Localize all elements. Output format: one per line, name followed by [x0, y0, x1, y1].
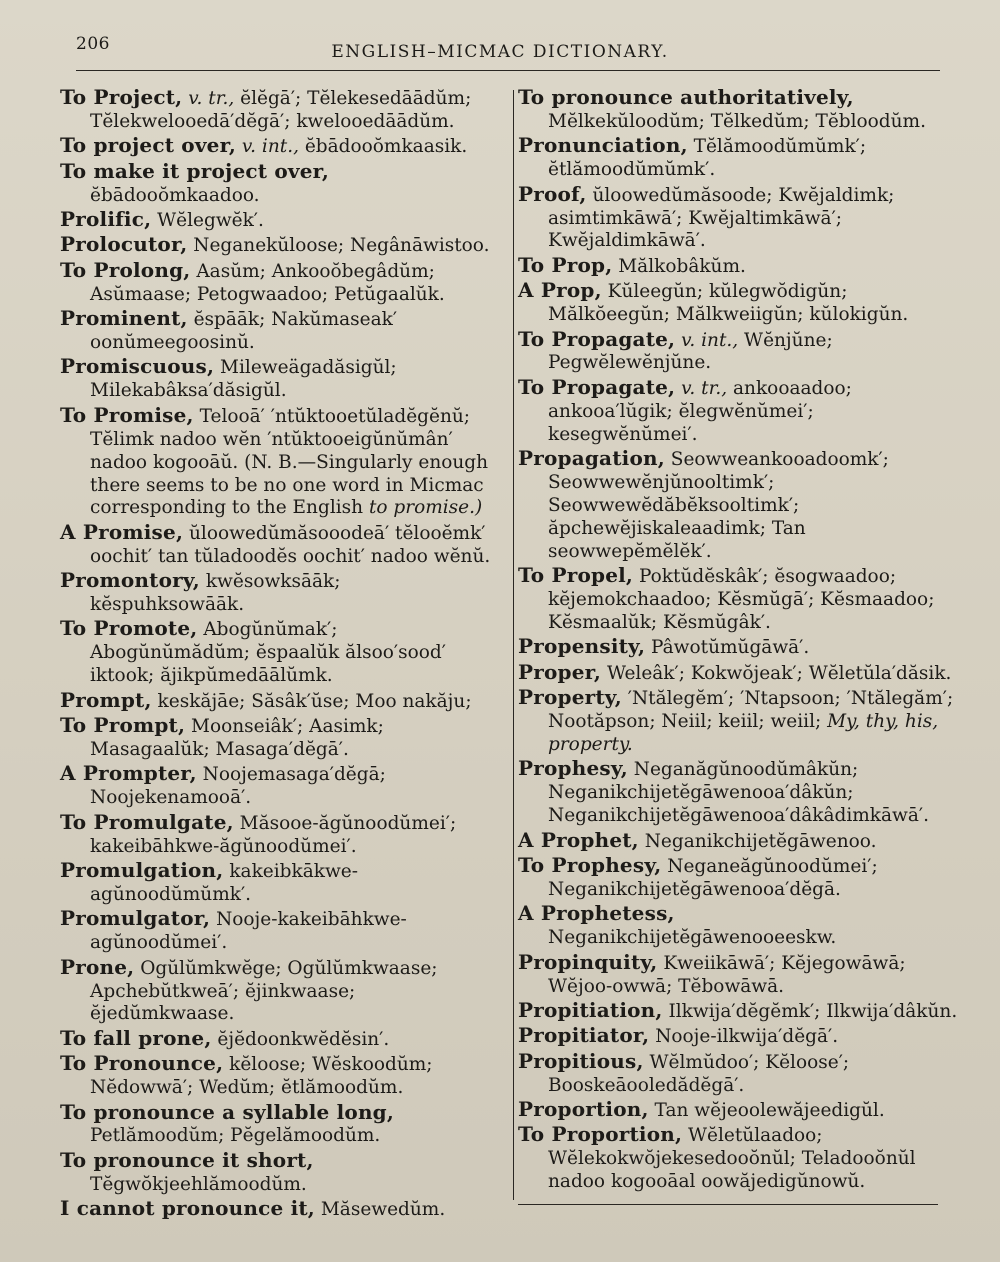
- entry-headword: Prompt,: [60, 687, 152, 712]
- entry-headword: Proportion,: [518, 1097, 649, 1122]
- entry-headword: To pronounce a syllable long,: [60, 1099, 395, 1124]
- entry-grammar: v. int.,: [236, 136, 299, 158]
- entry-headword: To Pronounce,: [60, 1051, 224, 1076]
- entry-definition: Ogŭlŭmkwĕge; Ogŭlŭmkwaase; Apchebŭtkweā′; ĕjinkwaase; ĕjedŭmkwaase.: [90, 957, 438, 1025]
- entry-headword: To Prop,: [518, 252, 613, 277]
- entry-definition: Neganekŭloose; Negânāwistoo.: [187, 235, 490, 257]
- dictionary-entry: [60, 355, 500, 403]
- entry-definition: Măsooe-ăgŭnoodŭmei′; kakeibāhkwe-ăgŭnoodŭmei′.: [90, 812, 457, 857]
- dictionary-entry: [60, 569, 500, 617]
- dictionary-entry: [518, 564, 963, 635]
- entry-grammar: v. int.,: [675, 329, 739, 351]
- entry-headword: To Promulgate,: [60, 809, 234, 834]
- dictionary-entry: [60, 859, 500, 907]
- entry-definition: Seowweankooadoomk′; Seowwewĕnjŭnooltimk′; Seowwewĕdăbĕksooltimk′; ăpchewĕjiskaleaadimk; Tan seowwepĕmĕlĕk′.: [548, 449, 889, 562]
- entry-headword: Propitiation,: [518, 997, 663, 1022]
- entry-definition: ŭloowedŭmăsoode; Kwĕjaldimk; asimtimkāwā′; Kwĕjaltimkāwā′; Kwĕjaldimkāwā′.: [548, 184, 895, 252]
- dictionary-entry: [518, 902, 963, 950]
- dictionary-entry: [518, 1050, 963, 1098]
- entry-headword: Property,: [518, 685, 622, 710]
- entry-headword: To Prophesy,: [518, 853, 662, 877]
- entry-definition: keskăjāe; Săsâk′ŭse; Moo nakăju;: [151, 690, 472, 712]
- entry-headword: To Prolong,: [60, 257, 191, 282]
- entry-headword: A Prop,: [518, 278, 602, 303]
- dictionary-entry: [518, 829, 963, 854]
- entry-headword: Propensity,: [518, 634, 646, 659]
- dictionary-entry: [60, 1149, 500, 1197]
- entry-headword: Promontory,: [60, 568, 200, 593]
- entry-definition: kwĕsowksāāk; kĕspuhksowāāk.: [90, 571, 341, 616]
- entry-definition: ĕjĕdoonkwĕdĕsin′.: [211, 1028, 390, 1050]
- entry-definition: ĕbādooŏmkaasik.: [298, 136, 468, 158]
- entry-definition: Kŭleegŭn; kŭlegwŏdigŭn; Mălkŏeegŭn; Mălkweiigŭn; kŭlokigŭn.: [548, 281, 909, 326]
- entry-headword: Proper,: [518, 659, 602, 684]
- dictionary-entry: [60, 160, 500, 208]
- entry-headword: Propagation,: [518, 446, 665, 471]
- entry-headword: To Proportion,: [518, 1122, 683, 1147]
- entry-definition: Moonseiâk′; Aasimk; Masagaalŭk; Masaga′dĕgā′.: [90, 716, 384, 760]
- entry-headword: To Propagate,: [518, 374, 676, 399]
- page-header: [60, 34, 940, 74]
- dictionary-entry: [60, 208, 500, 233]
- running-title: ENGLISH–MICMAC DICTIONARY.: [331, 42, 669, 62]
- entry-italic-note: My, thy, his, property.: [548, 711, 939, 755]
- entry-headword: Propinquity,: [518, 949, 658, 974]
- entry-definition: Mileweägadăsigŭl; Milekabâksa′dăsigŭl.: [90, 357, 397, 402]
- dictionary-entry: [60, 617, 500, 688]
- column-divider: [513, 90, 514, 1200]
- dictionary-entry: [518, 999, 963, 1024]
- entry-definition: Ilkwija′dĕgĕmk′; Ilkwija′dâkŭn.: [662, 1000, 958, 1022]
- dictionary-entry: [518, 951, 963, 999]
- entry-definition: ĕlĕgā′; Tĕlekesedāādŭm; Tĕlekwelooedā′dĕgā′; kwelooedāādŭm.: [90, 88, 472, 132]
- entry-definition: Petlămoodŭm; Pĕgelămoodŭm.: [90, 1125, 381, 1147]
- right-column: [518, 86, 963, 1205]
- entry-headword: To pronounce it short,: [60, 1147, 314, 1172]
- entry-headword: Promiscuous,: [60, 354, 215, 379]
- dictionary-entry: [518, 376, 963, 447]
- dictionary-entry: [518, 447, 963, 564]
- dictionary-entry: [60, 259, 500, 307]
- entry-headword: To Propel,: [518, 563, 634, 588]
- entry-headword: To project over,: [60, 133, 237, 158]
- entry-headword: A Prompter,: [60, 761, 197, 786]
- entry-definition: ankooaadoo; ankooa′lŭgik; ĕlegwĕnŭmei′; kesegwĕnŭmei′.: [548, 377, 852, 445]
- dictionary-entry: [60, 134, 500, 159]
- entry-headword: To fall prone,: [60, 1025, 212, 1050]
- dictionary-entry: [518, 183, 963, 254]
- dictionary-entry: [518, 134, 963, 182]
- entry-definition: Neganikchijetĕgāwenoo.: [638, 830, 877, 852]
- entry-definition: Tĕgwŏkjeehlămoodŭm.: [90, 1173, 307, 1195]
- entry-definition: Kweiikāwā′; Kĕjegowāwā; Wĕjoo-owwā; Tĕbowāwā.: [548, 952, 906, 997]
- entry-headword: I cannot pronounce it,: [60, 1196, 315, 1221]
- dictionary-entry: [60, 521, 500, 569]
- entry-headword: To Prompt,: [60, 713, 186, 738]
- dictionary-entry: [518, 86, 963, 134]
- entry-headword: Prophesy,: [518, 756, 628, 781]
- entry-headword: Prone,: [60, 954, 135, 979]
- dictionary-entry: [60, 1027, 500, 1052]
- dictionary-entry: [60, 86, 500, 134]
- entry-headword: A Prophet,: [518, 827, 639, 852]
- entry-definition: ĕspāāk; Nakŭmaseak′ oonŭmeegoosinŭ.: [90, 309, 398, 354]
- entry-definition: Poktŭdĕskâk′; ĕsogwaadoo; kĕjemokchaadoo; Kĕsmŭgā′; Kĕsmaadoo; Kĕsmaalŭk; Kĕsmŭgâk′.: [548, 566, 935, 633]
- entry-headword: A Prophetess,: [518, 901, 675, 926]
- dictionary-entry: [60, 404, 500, 521]
- dictionary-entry: [60, 714, 500, 762]
- entry-definition: kĕloose; Wĕskoodŭm; Nĕdowwā′; Wedŭm; ĕtlămoodŭm.: [90, 1054, 433, 1099]
- entry-headword: A Promise,: [60, 519, 184, 544]
- entry-definition: Nooje-ilkwija′dĕgā′.: [649, 1026, 839, 1048]
- entry-definition: Weleâk′; Kokwŏjeak′; Wĕletŭla′dăsik.: [601, 662, 952, 684]
- entry-definition: Pâwotŭmŭgāwā′.: [645, 637, 810, 659]
- dictionary-entry: [60, 1101, 500, 1149]
- entry-headword: To pronounce authoritatively,: [518, 85, 854, 109]
- entry-definition: Wĕnjŭne; Pegwĕlewĕnjŭne.: [548, 329, 833, 374]
- dictionary-entry: [518, 686, 963, 757]
- entry-definition: Mălkobâkŭm.: [612, 255, 746, 277]
- entry-definition: Telooā′ ′ntŭktooetŭladĕgĕnŭ; Tĕlimk nadoo wĕn ′ntŭktooeigŭnŭmân′ nadoo kogooāŭ. (N. B.—Singularly enough there seems to be no one word in Micmac corresponding to the English: [90, 405, 489, 519]
- entry-headword: Proof,: [518, 181, 587, 206]
- dictionary-entry: [60, 1197, 500, 1222]
- header-rule: [76, 70, 940, 71]
- entry-definition: ŭloowedŭmăsooodeā′ tĕlooĕmk′ oochit′ tan tŭladoodĕs oochit′ nadoo wĕnŭ.: [90, 522, 491, 567]
- dictionary-entry: [60, 762, 500, 810]
- entry-definition: Abogŭnŭmak′; Abogŭnŭmădŭm; ĕspaalŭk ălsoo′sood′ iktook; ăjikpŭmedāālŭmk.: [90, 619, 446, 687]
- dictionary-entry: [518, 635, 963, 660]
- dictionary-entry: [60, 307, 500, 355]
- entry-headword: To Project,: [60, 85, 183, 109]
- entry-definition: Neganikchijetĕgāwenooeeskw.: [548, 927, 837, 949]
- entry-headword: Promulgator,: [60, 906, 211, 931]
- entry-definition: Nooje-kakeibāhkwe-agŭnoodŭmei′.: [90, 909, 407, 954]
- dictionary-entry: [60, 233, 500, 258]
- column-end-rule: [518, 1204, 938, 1205]
- dictionary-entry: [518, 1024, 963, 1049]
- entry-definition: Wĕlmŭdoo′; Kĕloose′; Booskeāooledădĕgā′.: [548, 1051, 850, 1096]
- entry-definition: Wĕlegwĕk′.: [151, 210, 264, 232]
- entry-grammar: v. tr.,: [675, 377, 728, 399]
- dictionary-entry: [60, 956, 500, 1027]
- dictionary-entry: [518, 661, 963, 686]
- entry-headword: To Promise,: [60, 402, 194, 427]
- dictionary-entry: [518, 1098, 963, 1123]
- dictionary-entry: [518, 757, 963, 828]
- dictionary-entry: [60, 689, 500, 714]
- entry-headword: Pronunciation,: [518, 133, 688, 158]
- dictionary-entry: [518, 254, 963, 279]
- entry-definition: kakeibkākwe-agŭnoodŭmŭmk′.: [90, 861, 358, 905]
- entry-headword: Prolocutor,: [60, 232, 188, 257]
- entry-headword: Prolific,: [60, 207, 152, 232]
- entry-italic-note: to promise.): [368, 497, 483, 519]
- entry-definition: Noojemasaga′dĕgā; Noojekenamooā′.: [90, 764, 386, 809]
- page-number: 206: [76, 34, 110, 54]
- entry-headword: To Propagate,: [518, 326, 676, 351]
- entry-definition: Wĕletŭlaadoo; Wĕlekokwŏjekesedooŏnŭl; Teladooŏnŭl nadoo kogooāal oowăjedigŭnowŭ.: [548, 1125, 916, 1193]
- entry-headword: To Promote,: [60, 616, 198, 641]
- entry-definition: Neganăgŭnoodŭmâkŭn; Neganikchijetĕgāwenooa′dâkŭn; Neganikchijetĕgāwenooa′dâkâdimkāwā′.: [548, 759, 929, 827]
- entry-grammar: v. tr.,: [182, 88, 235, 109]
- entry-definition: Tan wĕjeoolewăjeedigŭl.: [648, 1100, 885, 1122]
- dictionary-entry: [518, 279, 963, 327]
- entry-headword: To make it project over,: [60, 158, 330, 183]
- dictionary-entry: [60, 907, 500, 955]
- entry-definition: ′Ntălegĕm′; ′Ntapsoon; ′Ntălegăm′; Nootăpson; Neiil; keiil; weiil;: [548, 688, 954, 733]
- entry-headword: Propitiator,: [518, 1023, 650, 1048]
- entry-definition: Tĕlămoodŭmŭmk′; ĕtlămoodŭmŭmk′.: [548, 136, 867, 181]
- entry-definition: Aasŭm; Ankooŏbegâdŭm; Asŭmaase; Petogwaadoo; Petŭgaalŭk.: [90, 260, 445, 305]
- entry-definition: Neganeăgŭnoodŭmei′; Neganikchijetĕgāwenooa′dĕgā.: [548, 856, 878, 900]
- entry-definition: Mĕlkekŭloodŭm; Tĕlkedŭm; Tĕbloodŭm.: [548, 110, 926, 132]
- left-column: [60, 86, 500, 1223]
- entry-headword: Prominent,: [60, 306, 188, 331]
- dictionary-entry: [518, 1123, 963, 1194]
- entry-definition: Măsewedŭm.: [314, 1199, 446, 1221]
- entry-headword: Propitious,: [518, 1048, 644, 1073]
- dictionary-entry: [518, 854, 963, 902]
- dictionary-entry: [518, 328, 963, 376]
- dictionary-entry: [60, 811, 500, 859]
- dictionary-entry: [60, 1052, 500, 1100]
- entry-headword: Promulgation,: [60, 858, 224, 882]
- entry-definition: ĕbādooŏmkaadoo.: [90, 184, 260, 206]
